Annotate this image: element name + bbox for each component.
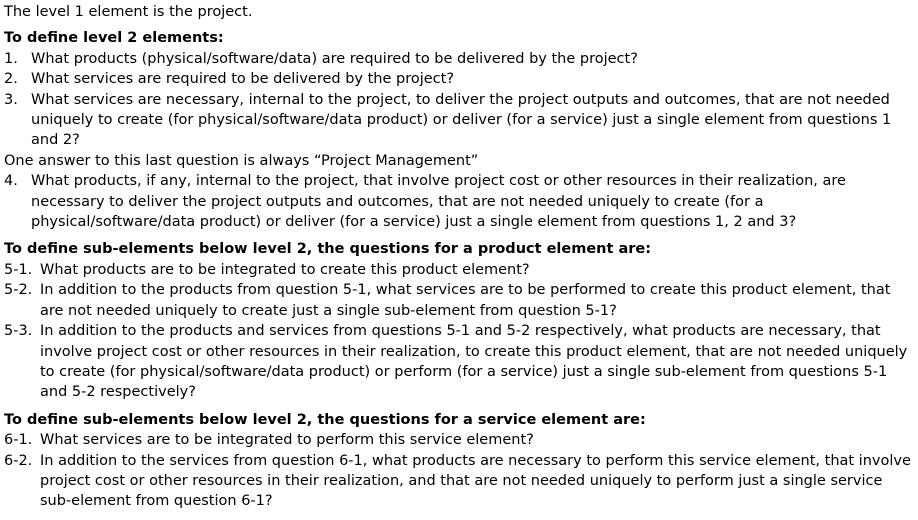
item-number: 5-1. — [4, 261, 33, 278]
list-item — [4, 321, 916, 403]
intro-text: The level 1 element is the project. — [4, 4, 253, 20]
list-item — [4, 451, 916, 512]
item-number: 5-3. — [4, 323, 33, 340]
list-item — [4, 90, 916, 151]
item-number: 5-2. — [4, 282, 33, 299]
item-text: What services are required to be delivered by the project? — [31, 71, 455, 88]
product-heading: To define sub-elements below level 2, the questions for a product element are: — [4, 241, 652, 258]
item-text: In addition to the products and services from questions 5-1 and 5-2 respectively, what products are necessary, that involve project cost or other resources in their realization, to create this product element, that are not needed uniquely to create (for physical/software/data product) or perform (for a service) just a single sub-element from questions 5-1 and 5-2 respectively? — [40, 323, 908, 401]
item-number: 4. — [4, 173, 18, 190]
item-number: 2. — [4, 71, 18, 88]
list-item — [4, 280, 916, 321]
item-text: What products are to be integrated to create this product element? — [40, 261, 530, 278]
item-text: What services are to be integrated to perform this service element? — [40, 432, 534, 449]
item-text: What services are necessary, internal to the project, to deliver the project outputs and outcomes, that are not needed uniquely to create (for physical/software/data product) or deliver (for a service) just a single element from questions 1 and 2? — [31, 91, 892, 149]
item-number: 1. — [4, 50, 18, 67]
list-item — [4, 171, 916, 232]
item-text: In addition to the products from question 5-1, what services are to be performed to create this product element, that are not needed uniquely to create just a single sub-element from question 5-1? — [40, 282, 891, 319]
item-number: 3. — [4, 91, 18, 108]
item-text: In addition to the services from question 6-1, what products are necessary to perform this service element, that involve project cost or other resources in their realization, and that are not needed uniquely to perform just a single service sub-element from question 6-1? — [40, 452, 911, 510]
level2-heading: To define level 2 elements: — [4, 30, 224, 47]
list-item — [4, 49, 916, 69]
item-number: 6-1. — [4, 432, 33, 449]
list-item — [4, 260, 916, 280]
item-number: 6-2. — [4, 452, 33, 469]
project-management-note: One answer to this last question is always “Project Management” — [4, 152, 479, 169]
list-item — [4, 430, 916, 450]
service-heading: To define sub-elements below level 2, the questions for a service element are: — [4, 411, 646, 428]
item-text: What products (physical/software/data) are required to be delivered by the project? — [31, 50, 638, 67]
item-text: What products, if any, internal to the project, that involve project cost or other resources in their realization, are necessary to deliver the project outputs and outcomes, that are not needed uniquely to create (for a physical/software/data product) or deliver (for a service) just a single element from questions 1, 2 and 3? — [31, 173, 846, 231]
list-item — [4, 69, 916, 89]
